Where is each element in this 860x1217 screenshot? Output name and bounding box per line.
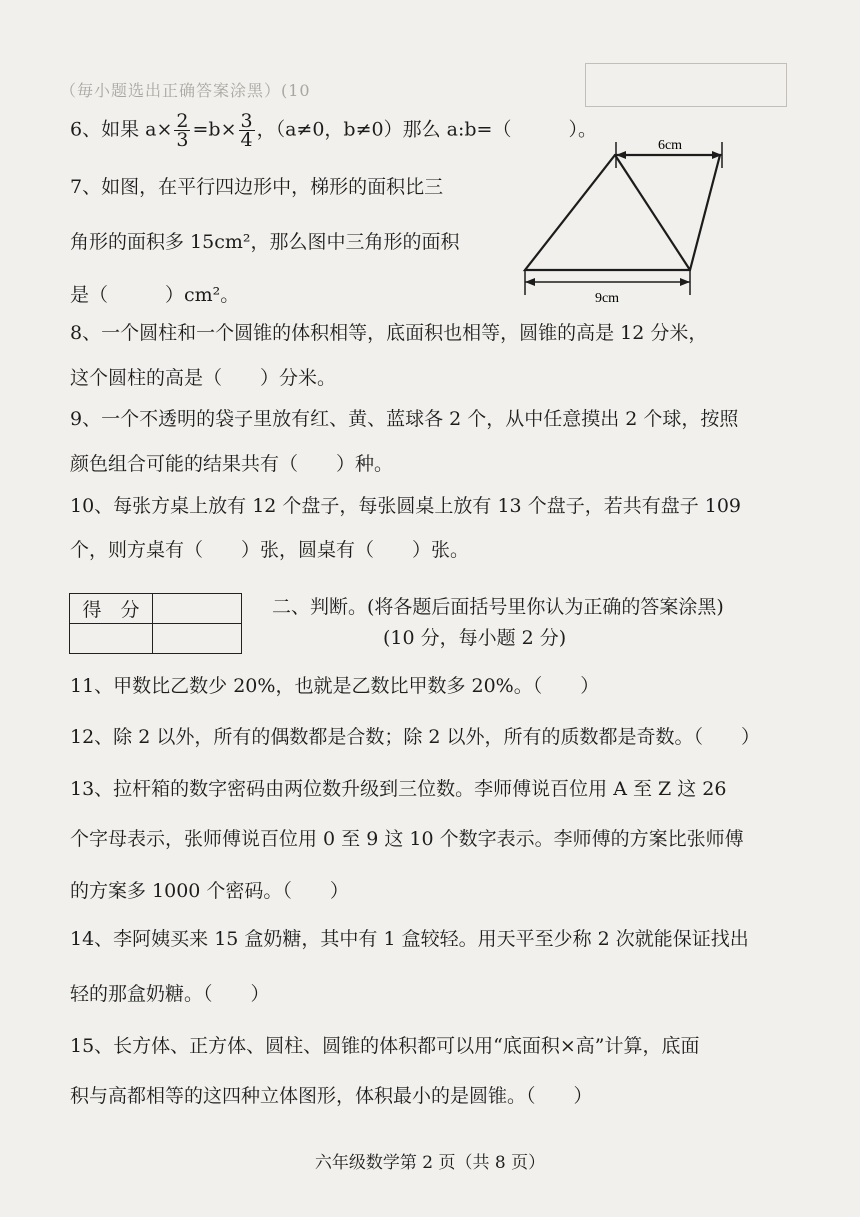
- frac2-denominator: 4: [240, 129, 253, 151]
- question-15-line2: 积与高都相等的这四种立体图形，体积最小的是圆锥。（ ）: [70, 1085, 593, 1107]
- frac1-numerator: 2: [176, 110, 189, 132]
- frac1-denominator: 3: [176, 129, 189, 151]
- top-length-label: 6cm: [657, 138, 683, 153]
- question-9-line2: 颜色组合可能的结果共有（ ）种。: [70, 453, 394, 475]
- q6-mid: =b×: [192, 118, 237, 141]
- score-label: 得 分: [70, 594, 153, 624]
- section-2-subtitle: (10 分，每小题 2 分): [383, 627, 567, 649]
- question-7-line2: 角形的面积多 15cm²，那么图中三角形的面积: [70, 231, 460, 253]
- fraction-3-4: [239, 112, 255, 149]
- section-2-title: 二、判断。(将各题后面括号里你认为正确的答案涂黑): [272, 596, 724, 618]
- question-13-line2: 个字母表示，张师傅说百位用 0 至 9 这 10 个数字表示。李师傅的方案比张师傅: [70, 828, 744, 850]
- score-cell-right: [153, 624, 242, 654]
- question-10-line1: 10、每张方桌上放有 12 个盘子，每张圆桌上放有 13 个盘子，若共有盘子 109: [70, 495, 741, 517]
- score-box: [69, 593, 242, 654]
- page-footer: 六年级数学第 2 页（共 8 页）: [314, 1153, 546, 1173]
- question-14-line2: 轻的那盒奶糖。（ ）: [70, 983, 270, 1005]
- frac2-numerator: 3: [240, 110, 253, 132]
- question-9-line1: 9、一个不透明的袋子里放有红、黄、蓝球各 2 个，从中任意摸出 2 个球，按照: [70, 408, 739, 430]
- question-10-line2: 个，则方桌有（ ）张，圆桌有（ ）张。: [70, 539, 470, 561]
- question-8-line2: 这个圆柱的高是（ ）分米。: [70, 367, 337, 389]
- question-8-line1: 8、一个圆柱和一个圆锥的体积相等，底面积也相等，圆锥的高是 12 分米，: [70, 322, 708, 344]
- fraction-2-3: [174, 112, 190, 149]
- question-7-line3: 是（ ）cm²。: [70, 284, 240, 306]
- question-14-line1: 14、李阿姨买来 15 盒奶糖，其中有 1 盒较轻。用天平至少称 2 次就能保证找出: [70, 928, 749, 950]
- parallelogram-figure: [510, 130, 760, 310]
- bottom-length-label: 9cm: [594, 291, 620, 306]
- question-7-line1: 7、如图，在平行四边形中，梯形的面积比三: [70, 176, 444, 198]
- q6-suffix: ，（a≠0，b≠0）那么 a:b=（ ）。: [256, 118, 597, 141]
- score-cell-left: [70, 624, 153, 654]
- bleed-through-box: [585, 63, 787, 107]
- score-blank-top: [153, 594, 242, 624]
- question-15-line1: 15、长方体、正方体、圆柱、圆锥的体积都可以用“底面积×高”计算，底面: [70, 1035, 700, 1057]
- bleed-through-header: （毎小题选出正确答案涂黑）(10: [60, 81, 311, 100]
- triangle-diagonal: [615, 155, 690, 270]
- question-13-line1: 13、拉杆箱的数字密码由两位数升级到三位数。李师傅说百位用 A 至 Z 这 26: [70, 778, 727, 800]
- question-12: 12、除 2 以外，所有的偶数都是合数；除 2 以外，所有的质数都是奇数。（ ）: [70, 726, 761, 748]
- question-11: 11、甲数比乙数少 20%，也就是乙数比甲数多 20%。（ ）: [70, 675, 600, 697]
- parallelogram-shape: [525, 155, 720, 270]
- question-13-line3: 的方案多 1000 个密码。（ ）: [70, 880, 349, 902]
- q6-prefix: 6、如果 a×: [70, 118, 173, 141]
